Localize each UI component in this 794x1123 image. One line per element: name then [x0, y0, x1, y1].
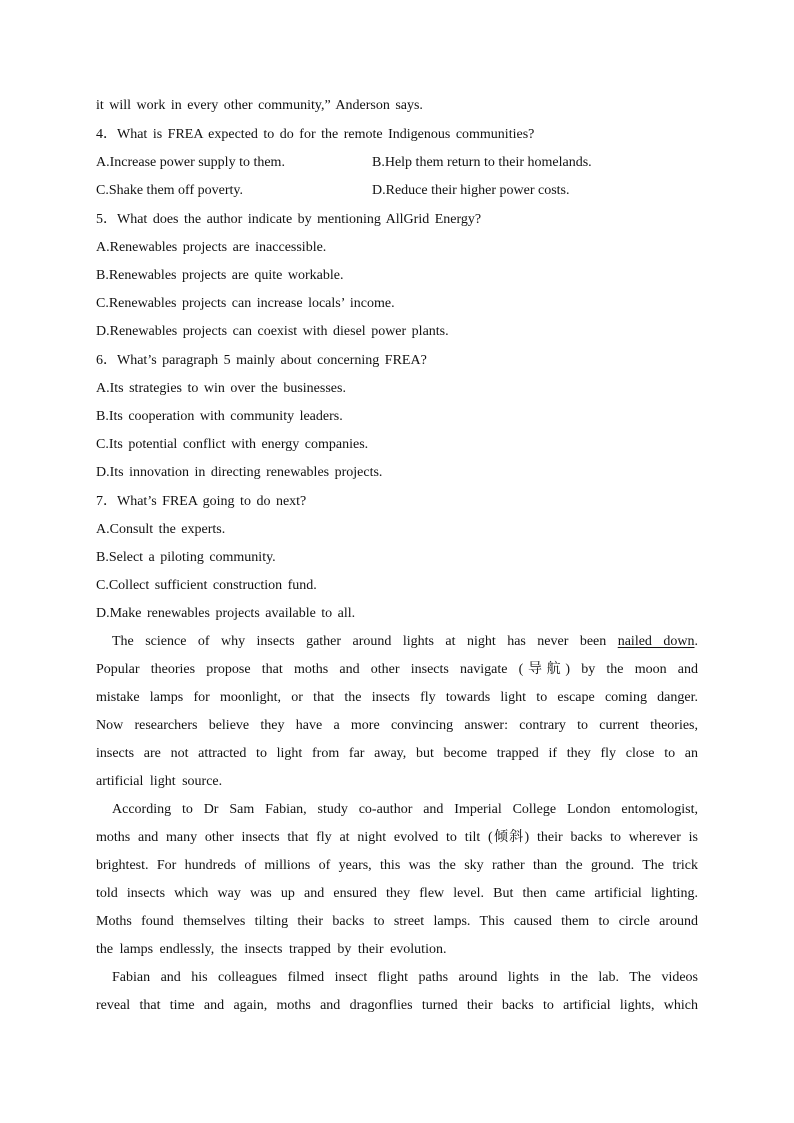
option-c: C.Its potential conflict with energy companies.	[96, 437, 369, 452]
passage-line: reveal that time and again, moths and dragonflies turned their backs to artificial lights, which	[96, 998, 698, 1013]
passage-line: the lamps endlessly, the insects trapped by their evolution.	[96, 942, 447, 957]
question-5	[96, 205, 698, 234]
option-c: C.Renewables projects can increase locals’ income.	[96, 296, 395, 311]
passage-line: Fabian and his colleagues filmed insect flight paths around lights in the lab. The videos	[112, 970, 698, 985]
passage-line: mistake lamps for moonlight, or that the insects fly towards light to escape coming danger.	[96, 690, 698, 705]
option-d: D.Renewables projects can coexist with diesel power plants.	[96, 324, 449, 339]
passage-paragraph-1	[96, 628, 698, 796]
option-b: B.Renewables projects are quite workable.	[96, 268, 344, 283]
passage-line: artificial light source.	[96, 774, 223, 789]
option-b: B.Help them return to their homelands.	[372, 155, 592, 170]
question-number: 6．	[96, 353, 117, 368]
question-text: What’s paragraph 5 mainly about concerning FREA?	[117, 353, 427, 368]
passage-text: The science of why insects gather around lights at night has never been	[112, 634, 618, 649]
option-c: C.Collect sufficient construction fund.	[96, 578, 317, 593]
options-row	[96, 149, 698, 177]
option-d: D.Reduce their higher power costs.	[372, 183, 570, 198]
passage-line: According to Dr Sam Fabian, study co-author and Imperial College London entomologist,	[112, 802, 698, 817]
question-text: What does the author indicate by mentioning AllGrid Energy?	[117, 212, 482, 227]
passage-text: .	[694, 634, 698, 649]
continuation-text: it will work in every other community,” Anderson says.	[96, 98, 423, 113]
passage-line: Now researchers believe they have a more convincing answer: contrary to current theories,	[96, 718, 698, 733]
passage-line: insects are not attracted to light from far away, but become trapped if they fly close to an	[96, 746, 698, 761]
passage-line: Moths found themselves tilting their backs to street lamps. This caused them to circle around	[96, 914, 698, 929]
question-number: 4．	[96, 127, 117, 142]
question-number: 5．	[96, 212, 117, 227]
option-a: A.Increase power supply to them.	[96, 155, 285, 170]
option-c: C.Shake them off poverty.	[96, 183, 243, 198]
option-d: D.Make renewables projects available to all.	[96, 606, 356, 621]
passage-paragraph-2	[96, 796, 698, 964]
question-6	[96, 346, 698, 375]
option-b: B.Its cooperation with community leaders.	[96, 409, 343, 424]
option-a: A.Renewables projects are inaccessible.	[96, 240, 327, 255]
option-d: D.Its innovation in directing renewables projects.	[96, 465, 383, 480]
document-page	[96, 92, 698, 1020]
passage-line: told insects which way was up and ensured they flew level. But then came artificial lighting.	[96, 886, 698, 901]
question-7	[96, 487, 698, 516]
passage-line: brightest. For hundreds of millions of years, this was the sky rather than the ground. The trick	[96, 858, 698, 873]
option-b: B.Select a piloting community.	[96, 550, 276, 565]
option-a: A.Consult the experts.	[96, 522, 226, 537]
question-number: 7．	[96, 494, 117, 509]
option-a: A.Its strategies to win over the businesses.	[96, 381, 346, 396]
passage-line	[96, 628, 698, 656]
passage-line: moths and many other insects that fly at night evolved to tilt (倾斜) their backs to wherever is	[96, 830, 698, 845]
options-row	[96, 177, 698, 205]
question-text: What is FREA expected to do for the remote Indigenous communities?	[117, 127, 535, 142]
passage-paragraph-3	[96, 964, 698, 1020]
question-4	[96, 120, 698, 149]
passage-line: Popular theories propose that moths and other insects navigate (导航) by the moon and	[96, 662, 698, 677]
question-text: What’s FREA going to do next?	[117, 494, 307, 509]
underlined-phrase: nailed down	[617, 634, 695, 649]
